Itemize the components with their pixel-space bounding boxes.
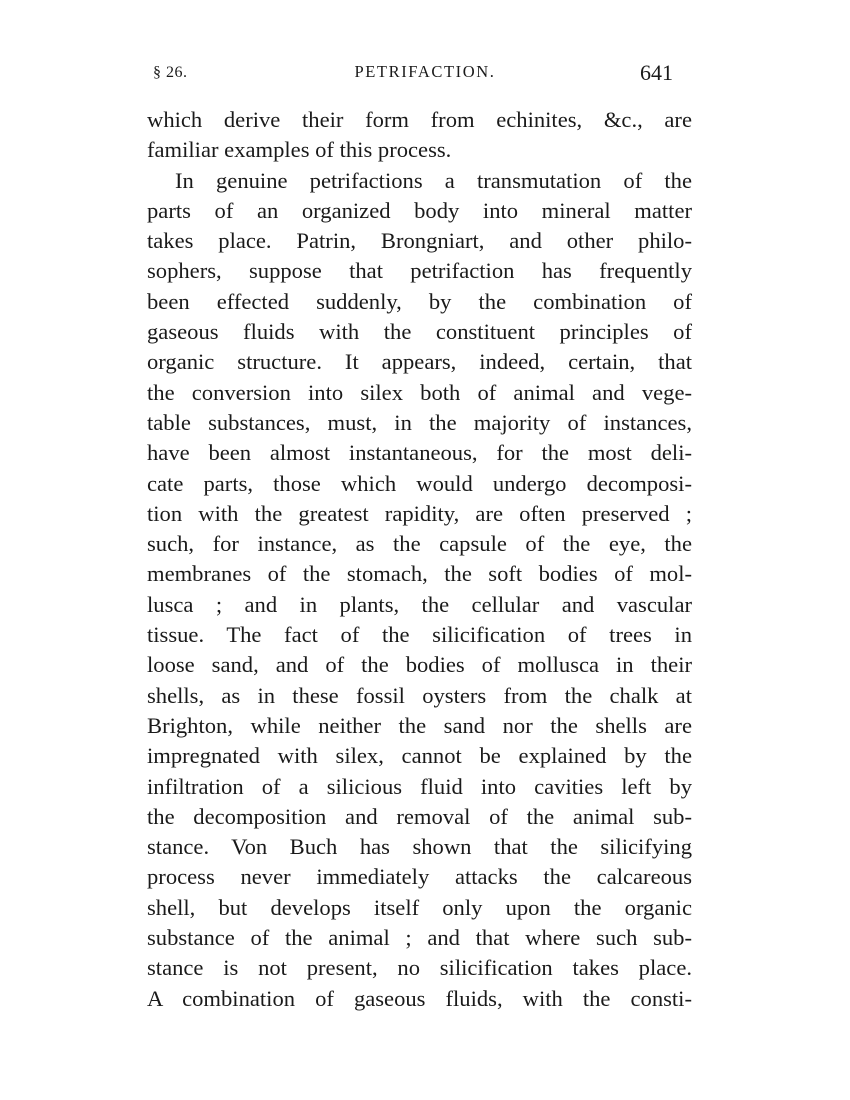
text-line: cate parts, those which would undergo decomposi- (147, 470, 692, 496)
text-line: loose sand, and of the bodies of mollusca in their (147, 652, 692, 678)
text-line: gaseous fluids with the constituent principles of (147, 319, 692, 345)
paragraph-first-line: In genuine petrifactions a transmutation of the (175, 167, 692, 193)
text-line: such, for instance, as the capsule of the eye, the (147, 531, 692, 557)
text-line: sophers, suppose that petrifaction has frequently (147, 258, 692, 284)
text-line: impregnated with silex, cannot be explained by the (147, 743, 692, 769)
text-line: Brighton, while neither the sand nor the shells are (147, 712, 692, 738)
text-line: A combination of gaseous fluids, with the consti- (147, 985, 692, 1011)
text-line: tion with the greatest rapidity, are often preserved ; (147, 500, 692, 526)
text-line: shells, as in these fossil oysters from the chalk at (147, 682, 692, 708)
text-line: the conversion into silex both of animal and vege- (147, 379, 692, 405)
page-number: 641 (640, 60, 673, 85)
text-line: organic structure. It appears, indeed, certain, that (147, 349, 692, 375)
text-line: substance of the animal ; and that where such sub- (147, 925, 692, 951)
text-line: parts of an organized body into mineral matter (147, 197, 692, 223)
text-line: familiar examples of this process. (147, 137, 452, 163)
text-line: process never immediately attacks the calcareous (147, 864, 692, 890)
text-line: shell, but develops itself only upon the organic (147, 894, 692, 920)
text-line: membranes of the stomach, the soft bodies of mol- (147, 561, 692, 587)
section-number: § 26. (153, 64, 188, 81)
text-line: been effected suddenly, by the combination of (147, 288, 692, 314)
text-line: tissue. The fact of the silicification of trees in (147, 622, 692, 648)
text-line: have been almost instantaneous, for the most deli- (147, 440, 692, 466)
text-line: stance. Von Buch has shown that the silicifying (147, 834, 692, 860)
text-line: takes place. Patrin, Brongniart, and other philo- (147, 228, 692, 254)
text-line: the decomposition and removal of the animal sub- (147, 803, 692, 829)
text-line: table substances, must, in the majority of instances, (147, 409, 692, 435)
running-header (0, 58, 850, 88)
text-line: infiltration of a silicious fluid into cavities left by (147, 773, 692, 799)
text-line: which derive their form from echinites, &c., are (147, 107, 692, 132)
text-line: lusca ; and in plants, the cellular and vascular (147, 591, 692, 617)
running-title: PETRIFACTION. (354, 62, 496, 81)
body-text (147, 105, 692, 1014)
text-line: stance is not present, no silicification takes place. (147, 955, 692, 981)
